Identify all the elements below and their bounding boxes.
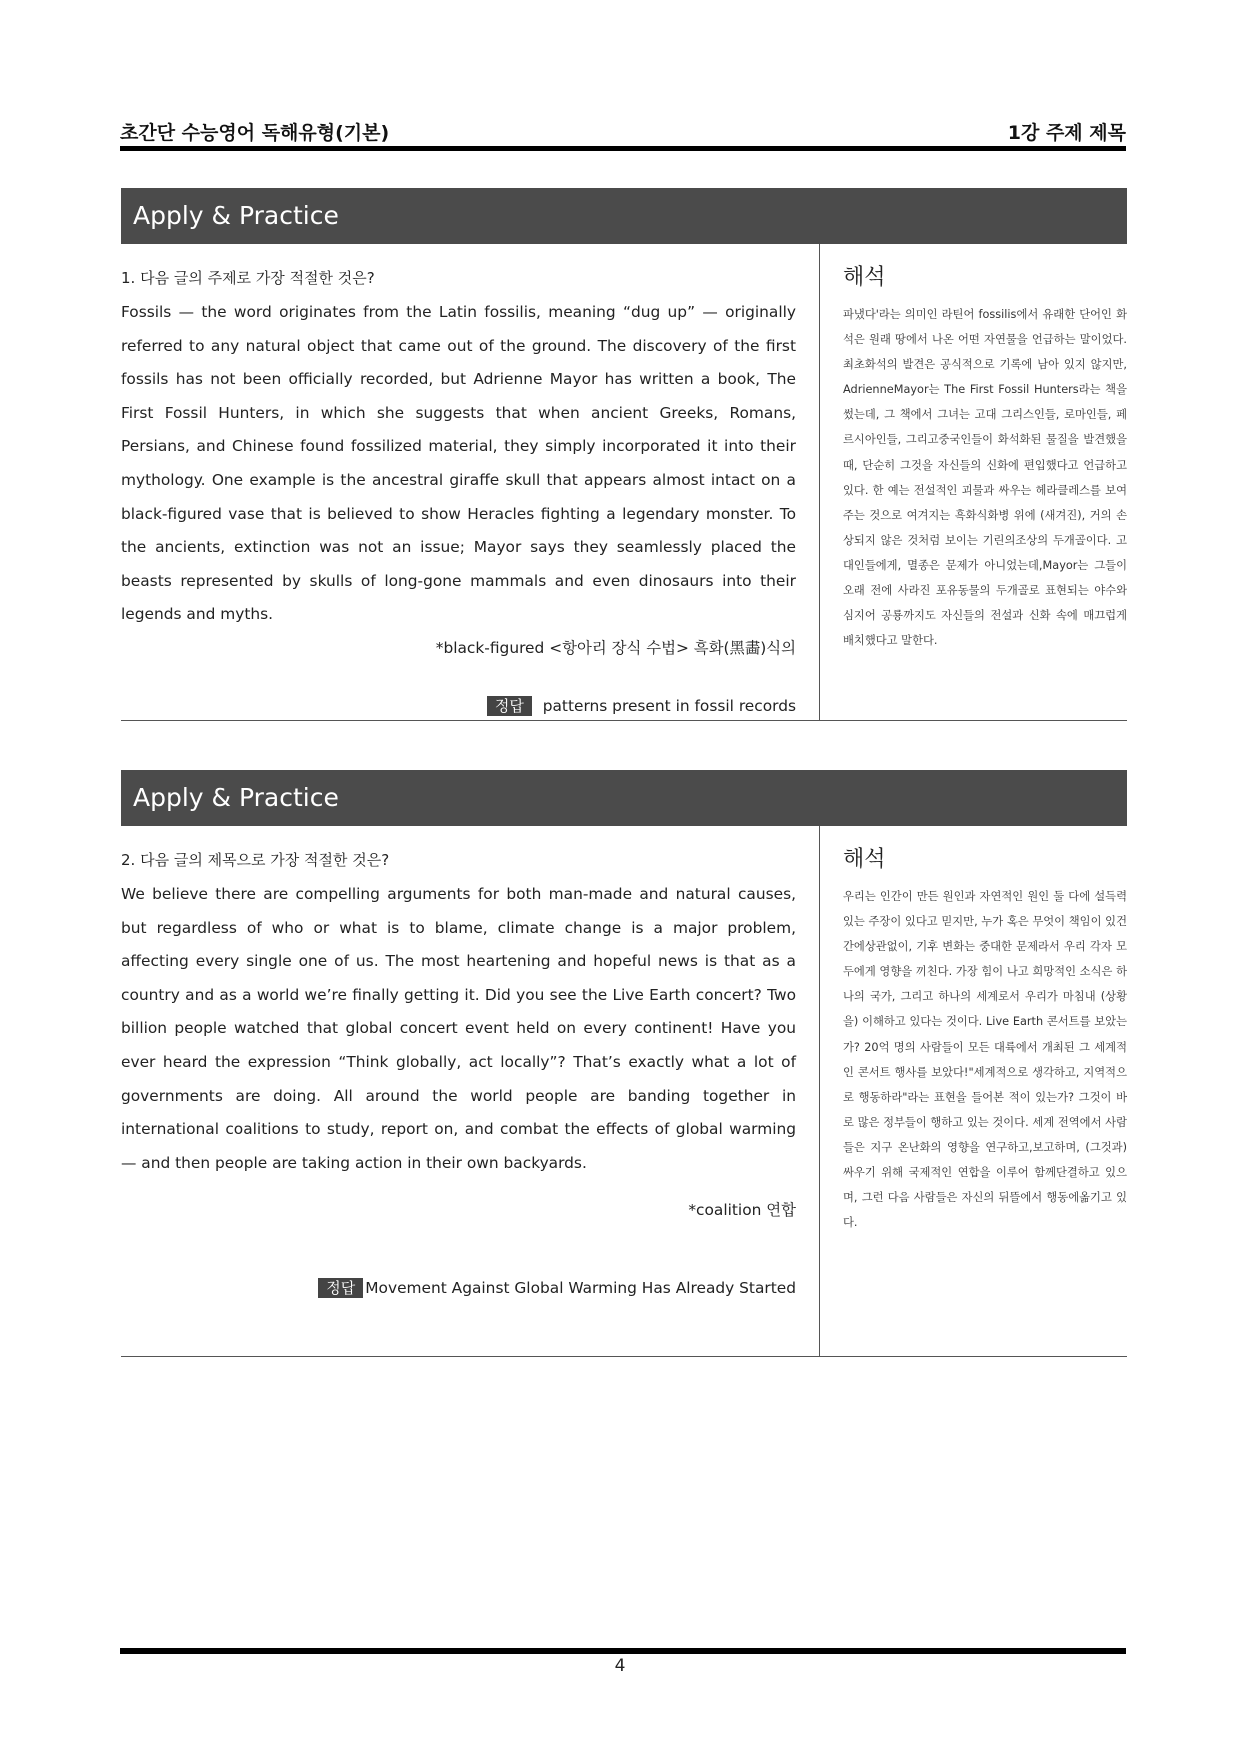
question-prompt: 2. 다음 글의 제목으로 가장 적절한 것은? [121, 851, 390, 869]
practice-section-1 [121, 188, 1127, 721]
section-bar-title: Apply & Practice [121, 770, 1127, 826]
question-column [121, 244, 796, 719]
column-divider [819, 244, 820, 720]
translation-column [843, 244, 1127, 653]
chapter-title: 1강 주제 제목 [1007, 122, 1126, 144]
passage-text: Fossils — the word originates from the Latin fossilis, meaning “dug up” — originally referred to any natural object that came out of the ground. The discovery of the first fossils has not been officially recorded, but Adrienne Mayor has written a book, The First Fossil Hunters, in which she suggests that when ancient Greeks, Romans, Persians, and Chinese found fossilized material, they simply incorporated it into their mythology. One example is the ancestral giraffe skull that appears almost intact on a black-figured vase that is believed to show Heracles fighting a legendary monster. To the ancients, extinction was not an issue; Mayor says they seamlessly placed the beasts represented by skulls of long-gone mammals and even dinosaurs into their legends and myths. [121, 303, 796, 624]
practice-section-2 [121, 770, 1127, 1357]
translation-heading: 해석 [843, 265, 886, 290]
section-bar-title: Apply & Practice [121, 188, 1127, 244]
vocab-note: *coalition 연합 [688, 1201, 796, 1220]
answer-label: 정답 [487, 696, 532, 716]
section-body [121, 826, 1127, 1357]
question-column [121, 826, 796, 1301]
answer-text: Movement Against Global Warming Has Already Started [365, 1279, 796, 1298]
translation-heading: 해석 [843, 847, 886, 872]
passage-text: We believe there are compelling arguments for both man-made and natural causes, but regardless of who or what is to blame, climate change is a major problem, affecting every single one of us. The most heartening and hopeful news is that as a country and as a world we’re finally getting it. Did you see the Live Earth concert? Two billion people watched that global concert event held on every continent! Have you ever heard the expression “Think globally, act locally”? That’s exactly what a lot of governments are doing. All around the world people are banding together in international coalitions to study, report on, and combat the effects of global warming — and then people are taking action in their own backyards. [121, 885, 796, 1172]
answer-line [121, 1275, 796, 1301]
section-body [121, 244, 1127, 721]
footer-rule [120, 1648, 1126, 1654]
question-prompt: 1. 다음 글의 주제로 가장 적절한 것은? [121, 269, 375, 287]
vocab-note: *black-figured <항아리 장식 수법> 흑화(黑畵)식의 [435, 638, 796, 657]
answer-text: patterns present in fossil records [542, 696, 796, 715]
column-divider [819, 826, 820, 1356]
answer-label: 정답 [318, 1278, 363, 1298]
page-number: 4 [614, 1656, 626, 1676]
translation-text: 파냈다'라는 의미인 라틴어 fossilis에서 유래한 단어인 화석은 원래 땅에서 나온 어떤 자연물을 언급하는 말이었다. 최초화석의 발견은 공식적으로 기록에 남아 있지 않지만, AdrienneMayor는 The First Fossil Hunters라는 책을 썼는데, 그 책에서 그녀는 고대 그리스인들, 로마인들, 페르시아인들, 그리고중국인들이 화석화된 물질을 발견했을 때, 단순히 그것을 자신들의 신화에 편입했다고 언급하고 있다. 한 예는 전설적인 괴물과 싸우는 헤라클레스를 보여주는 것으로 여겨지는 흑화식화병 위에 (새겨진), 거의 손상되지 않은 것처럼 보이는 기린의조상의 두개골이다. 고대인들에게, 멸종은 문제가 아니었는데,Mayor는 그들이 오래 전에 사라진 포유동물의 두개골로 표현되는 야수와 심지어 공룡까지도 자신들의 전설과 신화 속에 매끄럽게 배치했다고 말한다. [843, 308, 1127, 648]
translation-text: 우리는 인간이 만든 원인과 자연적인 원인 둘 다에 설득력 있는 주장이 있다고 믿지만, 누가 혹은 무엇이 책임이 있건 간에상관없이, 기후 변화는 중대한 문제라서 우리 각자 모두에게 영향을 끼친다. 가장 힘이 나고 희망적인 소식은 하나의 국가, 그리고 하나의 세계로서 우리가 마침내 (상황을) 이해하고 있다는 것이다. Live Earth 콘서트를 보았는가? 20억 명의 사람들이 모든 대륙에서 개최된 그 세계적인 콘서트 행사를 보았다!"세계적으로 생각하고, 지역적으로 행동하라"라는 표현을 들어본 적이 있는가? 그것이 바로 많은 정부들이 행하고 있는 것이다. 세계 전역에서 사람들은 지구 온난화의 영향을 연구하고,보고하며, (그것과) 싸우기 위해 국제적인 연합을 이루어 함께단결하고 있으며, 그런 다음 사람들은 자신의 뒤뜰에서 행동에옮기고 있다. [843, 890, 1127, 1230]
translation-column [843, 826, 1127, 1235]
answer-line [121, 693, 796, 719]
book-title: 초간단 수능영어 독해유형(기본) [120, 122, 390, 144]
header-rule [120, 146, 1126, 151]
page-header [120, 112, 1126, 142]
